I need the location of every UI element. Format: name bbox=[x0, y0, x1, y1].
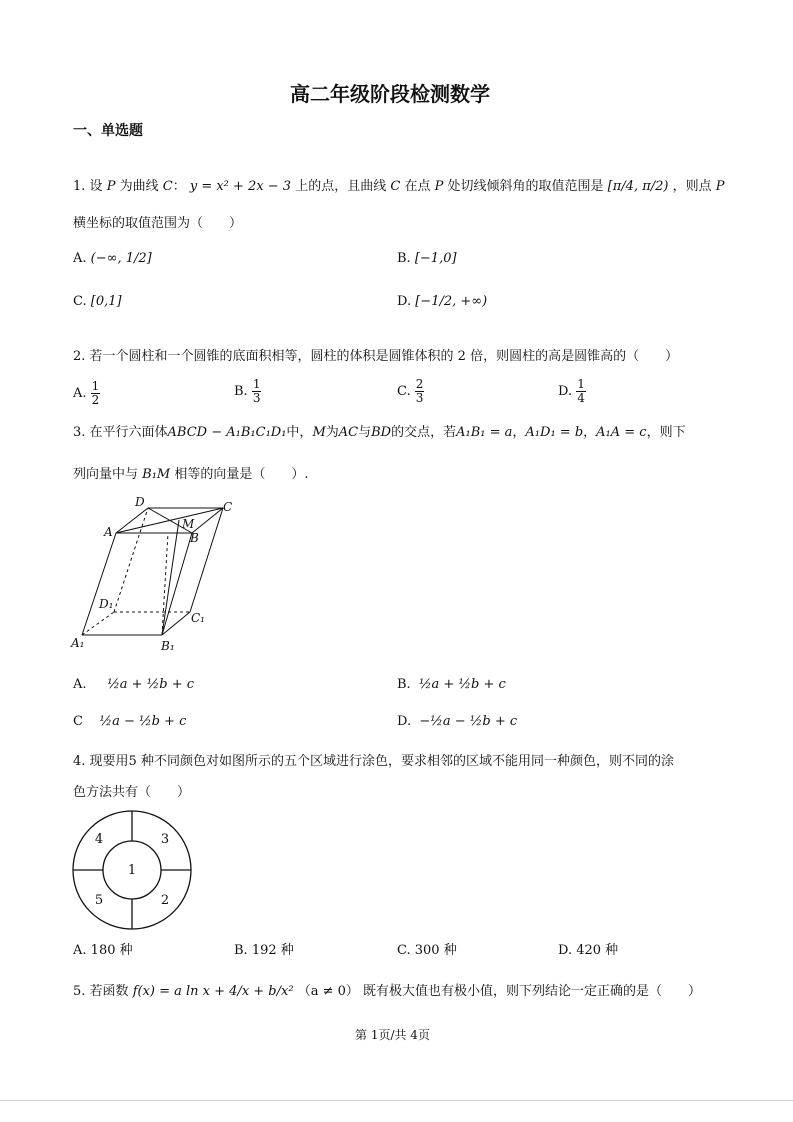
q3-text-a: 3. 在平行六面体 bbox=[73, 425, 168, 440]
region-1-label: 1 bbox=[127, 863, 137, 878]
question-4-line-1: 4. 现要用5 种不同颜色对如图所示的五个区域进行涂色，要求相邻的区域不能用同一种颜色，则不同的涂 bbox=[73, 754, 674, 769]
q1-text-a: 1. 设 bbox=[73, 179, 103, 194]
q5-suffix: 既有极大值也有极小值，则下列结论一定正确的是（ ） bbox=[363, 984, 702, 999]
q4-option-c-label: C. bbox=[397, 943, 411, 958]
q3-option-a-label: A. bbox=[73, 677, 87, 692]
region-2-label: 2 bbox=[160, 893, 170, 908]
question-1-line-2: 横坐标的取值范围为（ ） bbox=[73, 216, 243, 231]
q4-option-c[interactable] bbox=[397, 939, 457, 958]
q3-solid-name: ABCD − A₁B₁C₁D₁ bbox=[167, 425, 287, 440]
page-bottom-divider bbox=[0, 1100, 793, 1101]
q1-option-c[interactable] bbox=[73, 294, 122, 309]
vertex-b-label: B bbox=[190, 531, 199, 545]
q2-option-a-label: A. bbox=[73, 386, 87, 401]
q1-option-d-text: [−1/2, +∞) bbox=[415, 294, 488, 309]
q3-option-c-text: ½a − ½b + c bbox=[99, 714, 187, 729]
q2-option-c-fraction: $\frac{2}{3}$ bbox=[415, 377, 424, 405]
q2-option-b-label: B. bbox=[234, 384, 248, 399]
q1-curve-formula: y = x² + 2x − 3 bbox=[189, 179, 292, 194]
q1-option-d[interactable] bbox=[397, 294, 487, 309]
q3-text-f: ，则下 bbox=[646, 425, 686, 440]
q1-text-c: 上的点，且曲线 bbox=[295, 179, 387, 194]
q3-option-c[interactable] bbox=[73, 714, 186, 729]
q1-var-c: C bbox=[162, 179, 173, 194]
region-5-label: 5 bbox=[94, 893, 104, 908]
q1-text-b: 为曲线 bbox=[119, 179, 159, 194]
q1-option-a-text: (−∞, 1/2] bbox=[90, 251, 152, 266]
q3-vector-b1m: B₁M bbox=[142, 467, 171, 482]
q1-text-e: 处切线倾斜角的取值范围是 bbox=[447, 179, 604, 194]
q1-option-c-label: C. bbox=[73, 294, 87, 309]
q1-var-c-2: C bbox=[390, 179, 401, 194]
vertex-d-label: D bbox=[135, 495, 145, 509]
q3-text-h: 相等的向量是（ ）. bbox=[174, 467, 309, 482]
q3-text-b: 中， bbox=[286, 425, 313, 440]
q1-text-f: ，则点 bbox=[672, 179, 712, 194]
q3-option-d-label: D. bbox=[397, 714, 412, 729]
q2-option-b[interactable] bbox=[234, 378, 261, 405]
q3-vector-1: A₁B₁ = a bbox=[456, 425, 513, 440]
q1-angle-range: [π/4, π/2) bbox=[607, 179, 669, 194]
q4-option-a[interactable] bbox=[73, 939, 133, 958]
q3-vector-3: A₁A = c bbox=[596, 425, 647, 440]
question-5-text bbox=[73, 980, 701, 999]
q4-option-a-label: A. bbox=[73, 943, 87, 958]
q2-option-d-fraction: $\frac{1}{4}$ bbox=[577, 377, 585, 405]
q2-option-b-fraction: $\frac{1}{3}$ bbox=[252, 377, 261, 405]
q3-option-c-label: C bbox=[73, 714, 83, 729]
q1-option-a[interactable] bbox=[73, 251, 152, 266]
q3-option-a-text: ½a + ½b + c bbox=[107, 677, 195, 692]
q3-option-b[interactable] bbox=[397, 677, 506, 692]
q4-option-c-text: 300 种 bbox=[414, 943, 457, 958]
q4-option-b-text: 192 种 bbox=[251, 943, 294, 958]
q5-function: f(x) = a ln x + 4/x + b/x² bbox=[132, 984, 294, 999]
q1-var-p-2: P bbox=[434, 179, 444, 194]
q3-text-e: 的交点，若 bbox=[391, 425, 457, 440]
q1-option-b[interactable] bbox=[397, 251, 457, 266]
q1-option-b-label: B. bbox=[397, 251, 411, 266]
q3-text-g: 列向量中与 bbox=[73, 467, 139, 482]
q3-text-d: 与 bbox=[358, 425, 372, 440]
vertex-a-label: A bbox=[104, 525, 113, 539]
q3-var-bd: BD bbox=[371, 425, 392, 440]
q5-condition: （a ≠ 0） bbox=[297, 984, 359, 999]
ring-regions-figure bbox=[70, 808, 194, 932]
q4-option-a-text: 180 种 bbox=[90, 943, 133, 958]
page-title: 高二年级阶段检测数学 bbox=[290, 82, 490, 106]
q1-text-d: 在点 bbox=[404, 179, 431, 194]
q3-var-m: M bbox=[312, 425, 326, 440]
q4-option-b-label: B. bbox=[234, 943, 248, 958]
region-3-label: 3 bbox=[160, 832, 170, 847]
parallelepiped-figure bbox=[68, 495, 248, 655]
q4-option-d-text: 420 种 bbox=[576, 943, 619, 958]
q4-option-d[interactable] bbox=[558, 939, 618, 958]
question-2-text: 2. 若一个圆柱和一个圆锥的底面积相等，圆柱的体积是圆锥体积的 2 倍，则圆柱的高是圆锥高的（ ） bbox=[73, 349, 679, 364]
q3-text-c: 为 bbox=[325, 425, 339, 440]
question-3-line-1: 3. 在平行六面体ABCD − A₁B₁C₁D₁中，M为AC与BD的交点，若A₁B₁ = a，A₁D₁ = b，A₁A = c，则下 bbox=[73, 425, 686, 440]
q4-option-d-label: D. bbox=[558, 943, 573, 958]
vertex-b1-label: B₁ bbox=[161, 639, 175, 653]
question-4-line-2: 色方法共有（ ） bbox=[73, 785, 191, 800]
q3-var-ac: AC bbox=[338, 425, 359, 440]
question-3-line-2 bbox=[73, 463, 309, 482]
q3-option-d[interactable] bbox=[397, 714, 517, 729]
question-1-line-1 bbox=[73, 175, 725, 194]
q2-option-a[interactable] bbox=[73, 380, 100, 407]
q1-option-b-text: [−1,0] bbox=[414, 251, 457, 266]
q3-option-b-text: ½a + ½b + c bbox=[418, 677, 506, 692]
q1-var-p-3: P bbox=[715, 179, 725, 194]
page-footer: 第 1页/共 4页 bbox=[355, 1028, 430, 1042]
q5-prefix: 5. 若函数 bbox=[73, 984, 129, 999]
q1-option-a-label: A. bbox=[73, 251, 87, 266]
q2-option-c[interactable] bbox=[397, 378, 424, 405]
vertex-c1-label: C₁ bbox=[191, 611, 205, 625]
vertex-c-label: C bbox=[223, 500, 233, 514]
section-heading: 一、单选题 bbox=[73, 123, 143, 139]
q2-option-d-label: D. bbox=[558, 384, 573, 399]
q3-option-b-label: B. bbox=[397, 677, 411, 692]
region-4-label: 4 bbox=[94, 832, 104, 847]
q1-colon: ： bbox=[172, 179, 186, 194]
point-m-label: M bbox=[182, 517, 195, 531]
q3-option-d-text: −½a − ½b + c bbox=[419, 714, 518, 729]
vertex-d1-label: D₁ bbox=[99, 597, 114, 611]
q2-option-a-fraction: $\frac{1}{2}$ bbox=[91, 379, 100, 407]
q1-var-p: P bbox=[106, 179, 116, 194]
q4-option-b[interactable] bbox=[234, 939, 294, 958]
q2-option-c-label: C. bbox=[397, 384, 411, 399]
q1-option-c-text: [0,1] bbox=[90, 294, 122, 309]
q3-vector-2: A₁D₁ = b bbox=[525, 425, 584, 440]
q2-option-d[interactable] bbox=[558, 378, 586, 405]
q1-option-d-label: D. bbox=[397, 294, 412, 309]
vertex-a1-label: A₁ bbox=[71, 636, 85, 650]
q3-option-a[interactable] bbox=[73, 677, 194, 692]
